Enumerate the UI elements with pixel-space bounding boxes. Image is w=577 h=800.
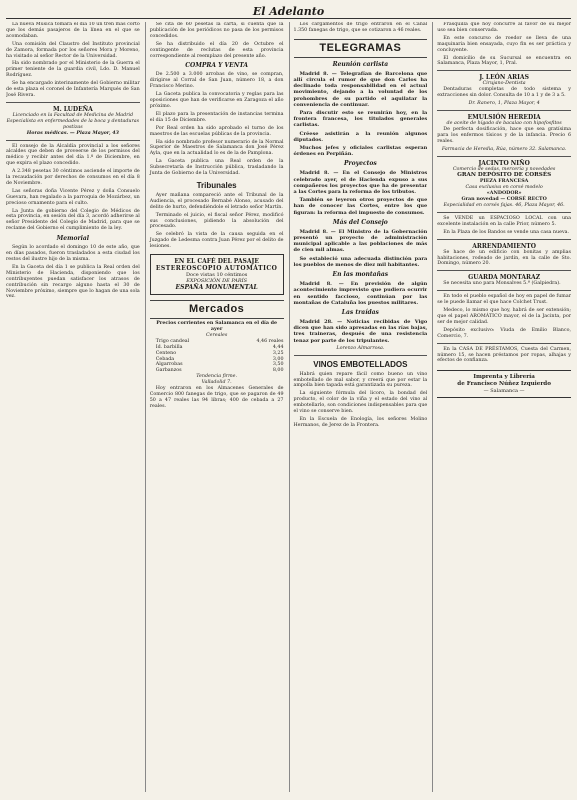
divider	[294, 355, 428, 356]
telegram-text: Telegrafían de Barcelona que allí circula el rumor de que don Carlos ha declinado toda responsabilidad en el actual movimiento, dejando a la voluntad de los prohombres de su partido el aquilatar la conveniencia de continuar.	[293, 70, 428, 108]
ad-title: EMULSIÓN HEREDIA	[467, 113, 541, 121]
paragraph: Se VENDE un ESPACIOSO LOCAL con una excelente instalación en la calle Prior, número 5.	[437, 215, 571, 227]
price-value: 4,44	[272, 344, 284, 350]
ad-line: Casa exclusiva en corsé modelo	[465, 185, 543, 191]
column-1	[6, 22, 140, 792]
paragraph: Depósito exclusivo: Viuda de Emilio Blanco, Comercio, 7.	[437, 327, 571, 339]
price-name: Id. barbilla	[155, 344, 183, 350]
paragraph: Ayer mañana compareció ante el Tribunal de la Audiencia, el procesado Bernabé Alonso, acusado del delito de hurto, defendiéndole el letrado señor Martín.	[149, 192, 284, 210]
paragraph: Los cargamentos de trigo entraron en el Canal 1.350 fanegas de trigo, que se cotizaron a 46 reales.	[293, 22, 428, 33]
cereales-label: Cereales	[205, 332, 228, 338]
ad-box-line: ESPAÑA MONUMENTAL	[175, 284, 258, 292]
paragraph: Se hace de un edificio con bonitas y amplias habitaciones, rodeado de jardín, en la calle de Sto. Domingo, número 20.	[437, 249, 571, 267]
paragraph: Se necesita uno para Monsalves 5.ª (Galpiedra).	[443, 281, 561, 287]
ad-title: JACINTO NIÑO	[478, 159, 530, 167]
paragraph: Se cita de 60 pesetas la carta, si cuenta que la publicación de los periódicos no pasa de los permisos concedidos.	[149, 22, 284, 39]
paragraph: Una comisión del Claustro del Instituto provincial de Zamora, formada por los señores Mora y Moreno, ha visitado al señor Rector de la Universidad.	[6, 41, 140, 59]
ad-title: J. LEÓN ARIAS	[479, 74, 529, 82]
telegram-paragraph: Se estableció una adecuada distinción para los pueblos de menos de diez mil habitantes.	[293, 255, 428, 268]
paragraph: Se ha distribuido el día 20 de Octubre el contingente de reclutas de esta provincia correspondiente al reemplazo del presente año.	[149, 41, 284, 59]
ad-box-line: EN EL CAFÉ DEL PASAJE	[174, 258, 259, 266]
paragraph: En este concurso de roedor se lleva de una maquinaria bien ensayada, cuyo fin es ser práctica y concluyente.	[437, 35, 571, 53]
divider	[6, 102, 140, 103]
ad-title: M. LUDEÑA	[52, 105, 93, 113]
telegram-paragraph: Créese asistirán a la reunión algunos diputados.	[293, 130, 428, 143]
paragraph: A 2.348 pesetas 30 céntimos asciende el importe de la recaudación por derechos de consumos en el día 8 de Noviembre.	[6, 169, 140, 186]
price-value: 4,46 reales	[256, 338, 284, 344]
printer-line: de Francisco Núñez Izquierdo	[457, 381, 551, 388]
telegram-paragraph: Muchos jefes y oficiales carlistas esperan órdenes en Perpiñán.	[293, 145, 428, 158]
telegram-paragraph	[294, 170, 428, 195]
ad-title: GUARDA MONTARAZ	[468, 274, 541, 282]
paragraph: En la Escuela de Enología, los señores Molino Hermanos, de Jerez de la Frontera.	[293, 416, 428, 428]
divider	[437, 270, 571, 271]
paragraph: El consejo de la Alcaldía provincial a los señores alcaldes que deben de proveerse de los permisos del médico y recibir antes del día 1.º de Diciembre, en que expira el plazo concedido.	[6, 143, 140, 167]
paragraph: La nueva Música tomará el día 10 un tren más corto que los demás pasajeros de la línea en el que se acomodaban.	[6, 22, 140, 39]
ad-title: ARRENDAMIENTO	[472, 242, 536, 250]
ad-box-line: ESTEREOSCOPIO AUTOMÁTICO	[155, 265, 278, 273]
paragraph: Se ha encargado interinamente del Gobierno militar de esta plaza el coronel de Infantería Marqués de San José Rivera.	[6, 81, 140, 98]
paragraph: La siguiente fórmula del licoro, la bondad del producto, el color de la viña y el estado del vino al embotellarlo, son condiciones indispensables para que el vino se conserve bien.	[293, 391, 428, 415]
price-value: 8,00	[272, 368, 284, 374]
section-heading-tribunales: Tribunales	[196, 180, 237, 190]
divider	[6, 140, 140, 141]
mercados-subtitle: Precios corrientes en Salamanca en el día de ayer	[156, 320, 278, 332]
telegram-date: Madrid 8. —	[299, 170, 339, 177]
telegram-text: El Ministro de la Gobernación presentó un proyecto de administración municipal aplicable a las poblaciones de más de cien mil almas.	[293, 228, 428, 254]
paragraph: En todo el pueblo español de hoy en papel de fumar se le puede llamar el que hace Colchet Trust.	[437, 294, 571, 306]
section-heading: COMPRA Y VENTA	[185, 62, 248, 70]
telegram-paragraph: Para discutir esto se reunirán hoy, en la frontera francesa, los titulados generales carlistas.	[293, 110, 428, 129]
printer-footer	[437, 370, 571, 398]
ad-body: Especialista en enfermedades de la boca y dentaduras postizas	[6, 118, 140, 130]
subheading: Proyectos	[343, 160, 377, 168]
telegram-text: En previsión de algún acontecimiento imprevisto que pudiera ocurrir en sentido faccioso, continúan por las montañas de Cataluña los puestos militares.	[293, 281, 428, 306]
paragraph: De 2.500 a 3.000 arrobas de vino, se compran, dirigirse al Corral de San Juan, número 18, a don Francisco Merino.	[149, 72, 284, 90]
paragraph: Frasquilla que hoy concurre al favor de su mejor uso sea bien conservada.	[437, 22, 571, 33]
price-name: Centeno	[155, 350, 177, 356]
section-heading-vinos: VINOS EMBOTELLADOS	[313, 359, 408, 369]
divider	[437, 212, 571, 213]
paragraph: Por Real orden ha sido aprobado el turno de los maestros de las escuelas públicas de la provincia.	[149, 125, 284, 137]
price-value: 3,00	[272, 356, 284, 362]
paragraph: El plazo para la presentación de instancias termina el día 15 de Diciembre.	[149, 111, 284, 123]
telegram-block	[294, 61, 428, 344]
paragraph: Ha sido nombrado profesor numerario de la Normal Superior de Maestros de Salamanca don José Pérez Ayla, que en la actualidad lo es de la de Pamplona.	[149, 139, 284, 157]
price-name: Algarrobas	[155, 362, 183, 368]
price-list	[150, 339, 284, 374]
ad-address: Farmacia de Heredia, Rúa, número 32. Salamanca.	[441, 146, 567, 152]
column-3	[289, 22, 428, 792]
divider	[437, 343, 571, 344]
ad-address: Especialidad en corsés fajas. 46, Plaza Mayor, 46.	[443, 203, 565, 209]
paragraph: En la CASA DE PRÉSTAMOS, Cuesta del Carmen, número 15, se hacen préstamos por ropas, alhajas y efectos de confianza.	[437, 346, 571, 364]
paragraph: En la Gaceta del día 1 se publica la Real orden del Ministerio de Hacienda, disponiendo que los contribuyentes puedan satisfacer los atrasos de contribución sin recargo alguno hasta el 30 de Noviembre próximo, siempre que lo hagan de una sola vez.	[6, 264, 140, 300]
ad-line: «ANDODOR»	[486, 190, 522, 197]
signature: Lorenzo Almarrosa.	[336, 345, 385, 351]
price-name: Cebada	[155, 356, 175, 362]
divider	[437, 110, 571, 111]
printer-line: — Salamanca —	[483, 388, 525, 395]
section-heading-mercados: Mercados	[150, 300, 284, 319]
ad-box-line: Doce vistas 10 céntimos	[185, 272, 248, 279]
paragraph: Las señoras doña Vicente Pérez y doña Consuelo Guevara, han regalado a la parroquia de Mozárbez, un precioso ornamento para el culto.	[6, 188, 140, 206]
telegram-text: En el Consejo de Ministros celebrado ayer, el de Hacienda expuso a sus compañeros los proyectos que ha de presentar a las Cortes para la reforma de los tributos.	[293, 170, 428, 196]
ad-box-cafe	[150, 254, 284, 295]
telegram-text: Noticias recibidas de Vigo dicen que han sido apresadas en las rías bajas, tres traineras, después de una resistencia tenaz por parte de los tripulantes.	[293, 318, 428, 344]
ad-line: PIEZA FRANCESA	[479, 178, 529, 185]
paragraph: Hoy entraron en los Almacenes Generales de Comercio 800 fanegas de trigo, que se pagaron de 49 50 a 47 reales las 94 libras; 400 de cebada a 27 reales.	[149, 386, 284, 409]
price-value: 3,25	[272, 350, 284, 356]
telegram-date: Madrid 8. —	[299, 228, 336, 235]
masthead-title: El Adelanto	[252, 4, 325, 18]
section-heading-telegramas: TELEGRAMAS	[294, 39, 428, 58]
ad-body: De perfecta dosificación, hace que sea gratísima para los enfermos tísicos y de la infancia. Precio 6 reales.	[437, 126, 571, 144]
column-2	[145, 22, 284, 792]
paragraph: Según lo acordado el domingo 10 de este año, que en días pasados, fueron trasladados a esta ciudad los restos del ilustre hijo de la misma.	[6, 245, 140, 262]
paragraph: La Gaceta publica una Real orden de la Subsecretaría de Instrucción pública, trasladando la Junta de Gobierno de la Universidad.	[149, 159, 284, 177]
ad-subtitle: Cirujano-Dentista	[482, 81, 526, 87]
ad-subtitle: Comercio de sedas, mercería y novedades	[452, 166, 556, 172]
divider	[437, 156, 571, 157]
ad-body: Dentaduras completas de todo sistema y extracciones sin dolor. Consulta de 10 a 1 y de 3 a 5.	[437, 87, 571, 99]
ad-address: Dr. Ranero, 1, Plaza Mayor, 4	[468, 101, 540, 107]
telegram-paragraph: También se leyeron otros proyectos de que han de conocer las Cortes, entre los que figuran: la reforma del impuesto de consumos.	[293, 197, 428, 216]
ad-line: GRAN DEPÓSITO DE CORSÉS	[457, 172, 552, 179]
ad-subtitle: de aceite de hígado de bacalao con hipofosfitos	[446, 120, 562, 126]
paragraph: Terminado el juicio, el fiscal señor Pérez, modificó sus conclusiones, pidiendo la absolución del procesado.	[149, 212, 284, 230]
divider	[437, 290, 571, 291]
price-name: Garbanzos	[155, 368, 182, 374]
ad-box-line: EXPOSICIÓN DE PARÍS	[186, 278, 248, 285]
telegram-date: Madrid 8. —	[299, 281, 344, 288]
ad-address: Horas médicas. — Plaza Mayor, 43	[26, 129, 119, 136]
paragraph: El domicilio de su Sucursal se encuentra en Salamanca, Plaza Mayor, 1, Pral.	[437, 55, 571, 67]
telegram-paragraph	[294, 71, 428, 108]
paragraph: Se celebró la vista de la causa seguida en el Juzgado de Ledesma contra Juan Pérez por el delito de lesiones.	[149, 232, 284, 250]
subheading: Más del Consejo	[332, 218, 388, 226]
paragraph: Medeco, lo mismo que hoy, habrá de ser extensión; que el papel AROMÁTICO mayor, el de la Jacinta, por ser de mejor calidad.	[437, 308, 571, 325]
price-name: Trigo candeal	[155, 338, 190, 344]
valladolid-heading: Valladolid 7.	[201, 380, 232, 386]
paragraph: La Junta de gobierno del Colegio de Médicos de esta provincia, en sesión del día 3, acordó adherirse al señor Presidente del Colegio de Madrid, para que se reclame del Gobierno el cumplimiento de la ley.	[6, 208, 140, 232]
masthead	[6, 4, 571, 19]
section-heading: Memorial	[56, 235, 90, 243]
tendencia: Tendencia firme.	[196, 374, 237, 380]
ad-subtitle: Licenciado en la Facultad de Medicina de Madrid	[12, 112, 134, 118]
ad-line: Gran novedad — CORSÉ RECTO	[461, 196, 547, 203]
divider	[437, 70, 571, 71]
paragraph: En la Plaza de los Bandos se vende una casa nueva.	[443, 229, 570, 235]
telegram-date: Madrid 28. —	[299, 318, 343, 325]
subheading: Las traídas	[341, 308, 379, 316]
columns	[6, 22, 571, 792]
price-value: 3,50	[272, 362, 284, 368]
paragraph: La Gaceta publica la convocatoria y reglas para las oposiciones que han de verificarse en Zaragoza el año próximo.	[149, 92, 284, 109]
telegram-paragraph	[294, 229, 428, 254]
subheading: En las montañas	[332, 271, 389, 279]
telegram-date: Madrid 8. —	[299, 70, 337, 77]
subheading: Reunión carlista	[332, 60, 389, 68]
telegram-paragraph	[294, 319, 428, 344]
divider	[437, 239, 571, 240]
printer-line: Imprenta y Librería	[473, 374, 535, 381]
paragraph: Ha sido nombrado por el Ministerio de la Guerra el primer teniente de la guardia civil, Ldo. D. Manuel Rodríguez.	[6, 61, 140, 79]
column-4	[432, 22, 571, 792]
paragraph: Habrá quien repare fácil como bueno un vino embotellado de mal sabor, y creerá que por estar la ampolla bien tapada está garantizada su pureza.	[293, 371, 428, 389]
telegram-paragraph	[294, 281, 428, 306]
